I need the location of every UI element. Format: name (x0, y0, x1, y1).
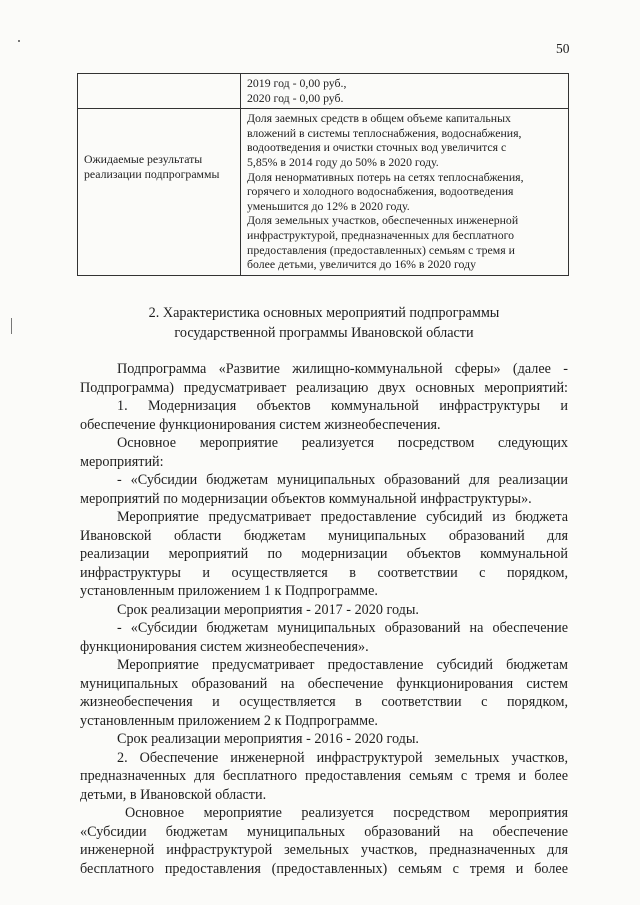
paragraph-line: бесплатного предоставления (предоставленных) семьям с тремя и более (80, 860, 568, 877)
table-line: горячего и холодного водоснабжения, водоотведения (247, 184, 514, 199)
table-row (78, 109, 569, 276)
paragraph-line: обеспечение функционирования систем жизнеобеспечения. (80, 416, 441, 433)
paragraph-line: мероприятий: (80, 453, 164, 470)
paragraph-line: детьми, в Ивановской области. (80, 786, 267, 803)
table-line: инфраструктурой, предназначенных для бесплатного (247, 227, 515, 242)
page-number: 50 (556, 41, 570, 56)
paragraph-line: инженерной инфраструктурой земельных участков, предназначенных для (80, 842, 568, 858)
scan-artifact (18, 40, 20, 42)
heading-line: 2. Характеристика основных мероприятий подпрограммы (148, 305, 500, 321)
paragraph-line: предназначенных для бесплатного предоставления семьям с тремя и более (80, 768, 568, 784)
scan-edge-mark (11, 318, 12, 334)
table-line: Доля земельных участков, обеспеченных инженерной (247, 213, 519, 228)
table-line: водоотведения и очистки сточных вод увеличится с (247, 140, 507, 155)
paragraph-line: 1. Модернизация объектов коммунальной инфраструктуры и (117, 398, 568, 414)
paragraph-line: Основное мероприятие реализуется посредством следующих (117, 435, 568, 451)
paragraph-line: мероприятий по модернизации объектов коммунальной инфраструктуры». (80, 490, 532, 507)
paragraph-line: реализации мероприятий по модернизации объектов коммунальной (80, 546, 568, 562)
expected-results-label-cell (78, 109, 241, 276)
table-line: 2019 год - 0,00 руб., (247, 76, 347, 90)
expected-results-cell (241, 109, 569, 276)
program-table (77, 73, 569, 276)
table-line: 5,85% в 2014 году до 50% в 2020 году. (247, 154, 439, 169)
body-text (80, 360, 568, 878)
table-line: Доля ненормативных потерь на сетях теплоснабжения, (247, 169, 524, 184)
paragraph-line: жизнеобеспечения и осуществляется в соответствии с порядком, (80, 694, 568, 710)
paragraph-line: муниципальных образований на обеспечение функционирования систем (80, 675, 568, 692)
paragraph-line: 2. Обеспечение инженерной инфраструктурой земельных участков, (117, 749, 568, 766)
paragraph-line: Ивановской области бюджетам муниципальных образований для (80, 527, 568, 544)
table-label-line: реализации подпрограммы (84, 166, 220, 181)
paragraph-line: Подпрограмма «Развитие жилищно-коммунальной сферы» (далее - (117, 361, 568, 377)
paragraph-line: - «Субсидии бюджетам муниципальных образований для реализации (117, 472, 568, 488)
paragraph-line: «Субсидии бюджетам муниципальных образований на обеспечение (80, 823, 568, 840)
table-label-line: Ожидаемые результаты (84, 152, 203, 167)
paragraph-line: Срок реализации мероприятия - 2017 - 2020 годы. (117, 601, 419, 618)
table-line: предоставления (предоставленных) семьям с тремя и (247, 242, 515, 257)
paragraph-line: - «Субсидии бюджетам муниципальных образований на обеспечение (117, 620, 568, 636)
financing-cell (241, 74, 569, 109)
table-line: 2020 год - 0,00 руб. (247, 90, 344, 105)
paragraph-line: Срок реализации мероприятия - 2016 - 2020 годы. (117, 731, 419, 747)
paragraph-line: установленным приложением 1 к Подпрограмме. (80, 583, 378, 599)
table-line: вложений в системы теплоснабжения, водоснабжения, (247, 125, 522, 140)
paragraph-line: Мероприятие предусматривает предоставление субсидий бюджетам (117, 657, 568, 673)
paragraph-line: Мероприятие предусматривает предоставление субсидий из бюджета (117, 509, 568, 525)
heading-line: государственной программы Ивановской области (174, 325, 474, 341)
paragraph-line: установленным приложением 2 к Подпрограмме. (80, 712, 378, 729)
paragraph-line: функционирования систем жизнеобеспечения». (80, 638, 369, 655)
table-line: Доля заемных средств в общем объеме капитальных (247, 111, 511, 126)
paragraph-line: Основное мероприятие реализуется посредством мероприятия (125, 805, 568, 821)
paragraph-line: инфраструктуры и осуществляется в соответствии с порядком, (80, 564, 568, 581)
table-line: более детьми, увеличится до 16% в 2020 году (247, 257, 476, 272)
table-line: уменьшится до 12% в 2020 году. (247, 198, 410, 213)
section-heading (80, 303, 568, 343)
table-cell-empty (78, 74, 241, 109)
table-row (78, 74, 569, 109)
paragraph-line: Подпрограмма) предусматривает реализацию двух основных мероприятий: (80, 379, 568, 396)
